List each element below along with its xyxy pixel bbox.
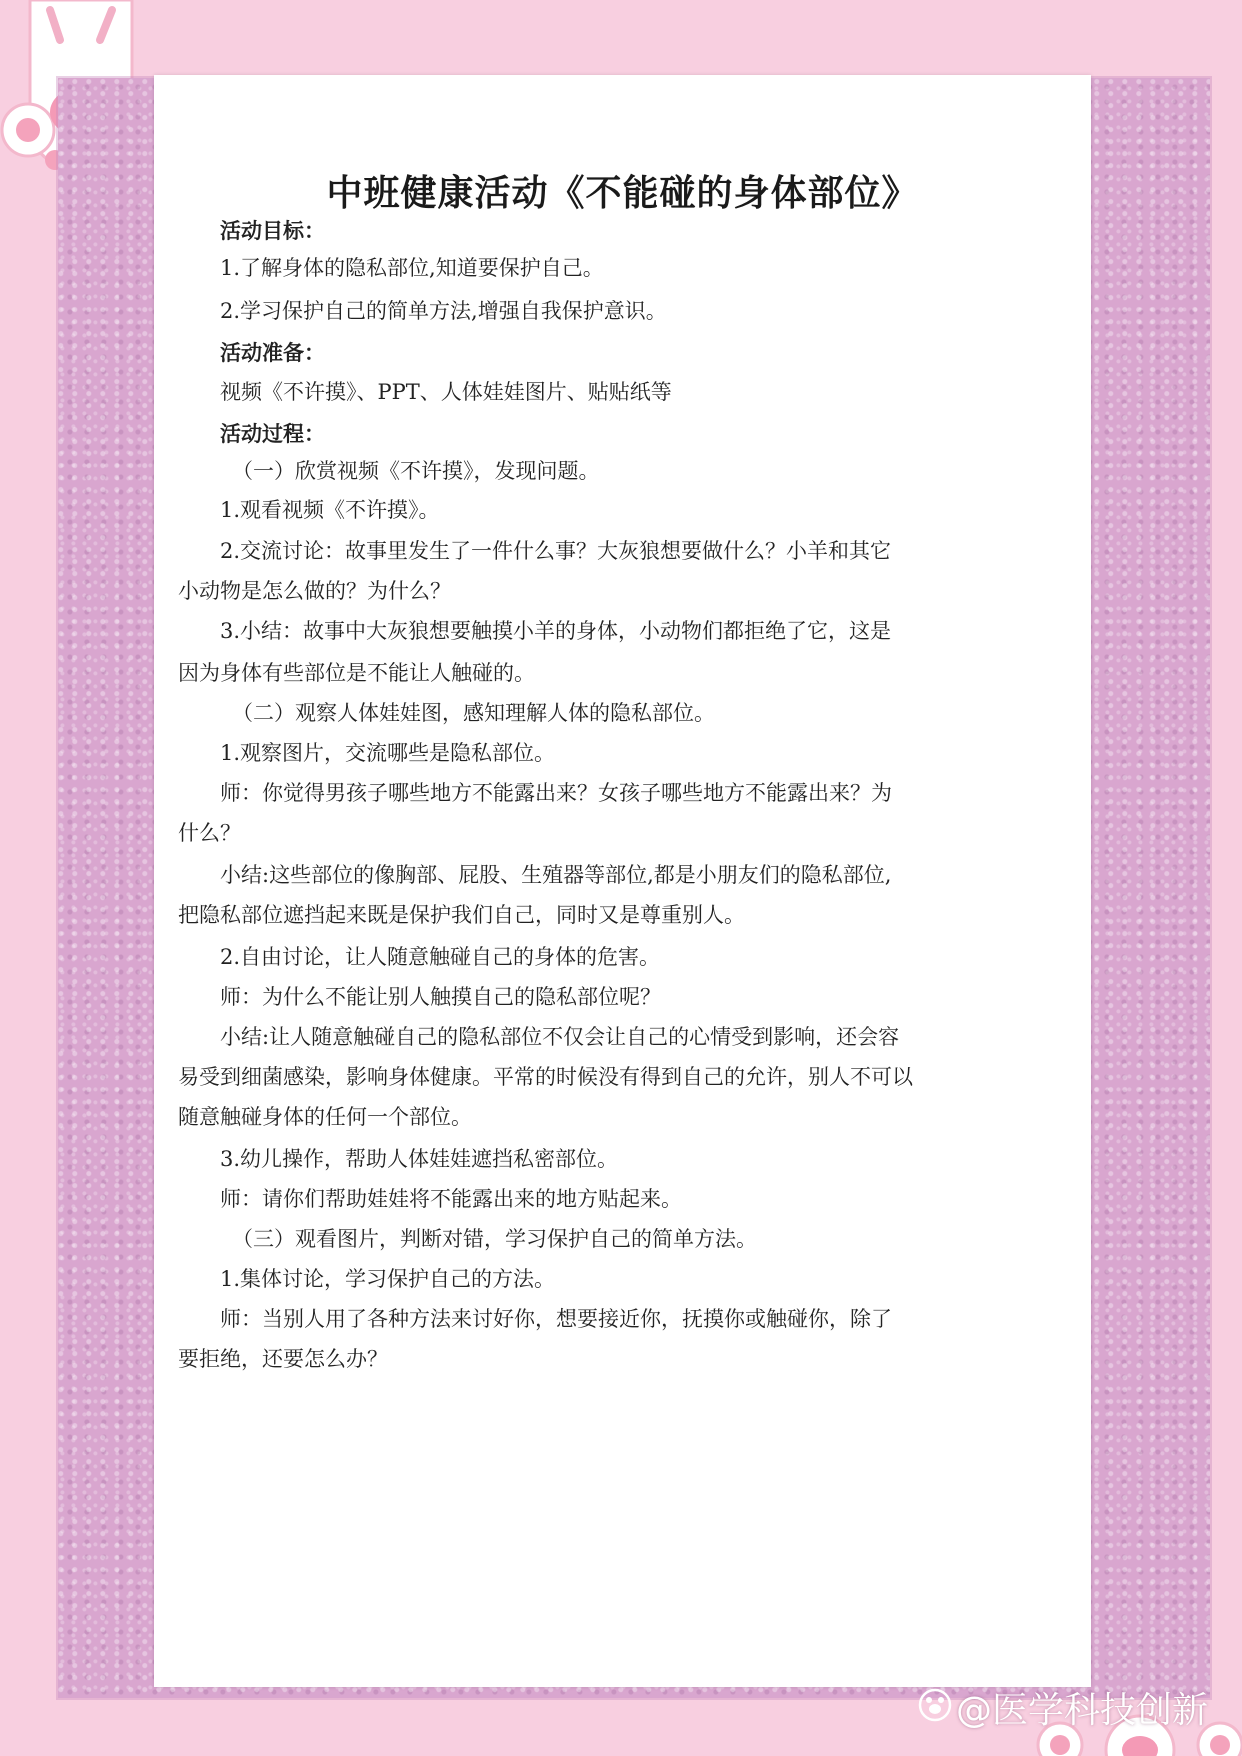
body-text-line: 什么？ [178,821,241,845]
body-text-line: （二）观察人体娃娃图，感知理解人体的隐私部位。 [232,701,715,725]
body-text-line: 易受到细菌感染，影响身体健康。平常的时候没有得到自己的允许，别人不可以 [178,1065,913,1089]
body-text-line: 3.小结：故事中大灰狼想要触摸小羊的身体，小动物们都拒绝了它，这是 [220,619,892,643]
body-text-line: 1.观察图片，交流哪些是隐私部位。 [220,741,556,765]
body-text-line: 1.了解身体的隐私部位,知道要保护自己。 [220,256,604,280]
section-heading: 活动准备： [220,340,325,365]
body-text-line: 要拒绝，还要怎么办？ [178,1347,388,1371]
body-text-line: 因为身体有些部位是不能让人触碰的。 [178,661,535,685]
body-text-line: 小动物是怎么做的？为什么？ [178,579,451,603]
section-heading: 活动过程： [220,421,325,446]
body-text-line: 师：你觉得男孩子哪些地方不能露出来？女孩子哪些地方不能露出来？为 [220,781,892,805]
body-text-line: 小结:让人随意触碰自己的隐私部位不仅会让自己的心情受到影响，还会容 [220,1025,900,1049]
body-text-line: 1.观看视频《不许摸》。 [220,498,440,522]
body-text-line: 1.集体讨论，学习保护自己的方法。 [220,1267,556,1291]
body-text-line: 师：为什么不能让别人触摸自己的隐私部位呢？ [220,985,661,1009]
body-text-line: 师：当别人用了各种方法来讨好你，想要接近你，抚摸你或触碰你，除了 [220,1307,892,1331]
document-page [154,75,1091,1687]
body-text-line: （三）观看图片，判断对错，学习保护自己的简单方法。 [232,1227,757,1251]
body-text-line: 2.学习保护自己的简单方法,增强自我保护意识。 [220,299,667,323]
section-heading: 活动目标： [220,218,325,243]
paw-logo-icon [918,1688,952,1722]
body-text-line: 2.自由讨论，让人随意触碰自己的身体的危害。 [220,945,661,969]
document-title: 中班健康活动《不能碰的身体部位》 [326,172,919,214]
body-text-line: （一）欣赏视频《不许摸》，发现问题。 [232,459,600,483]
body-text-line: 随意触碰身体的任何一个部位。 [178,1105,472,1129]
body-text-line: 2.交流讨论：故事里发生了一件什么事？大灰狼想要做什么？小羊和其它 [220,539,892,563]
watermark: @医学科技创新 [955,1690,1208,1731]
body-text-line: 把隐私部位遮挡起来既是保护我们自己，同时又是尊重别人。 [178,903,745,927]
body-text-line: 小结:这些部位的像胸部、屁股、生殖器等部位,都是小朋友们的隐私部位, [220,863,892,887]
body-text-line: 师：请你们帮助娃娃将不能露出来的地方贴起来。 [220,1187,682,1211]
body-text-line: 视频《不许摸》、PPT、人体娃娃图片、贴贴纸等 [220,380,672,404]
body-text-line: 3.幼儿操作，帮助人体娃娃遮挡私密部位。 [220,1147,619,1171]
